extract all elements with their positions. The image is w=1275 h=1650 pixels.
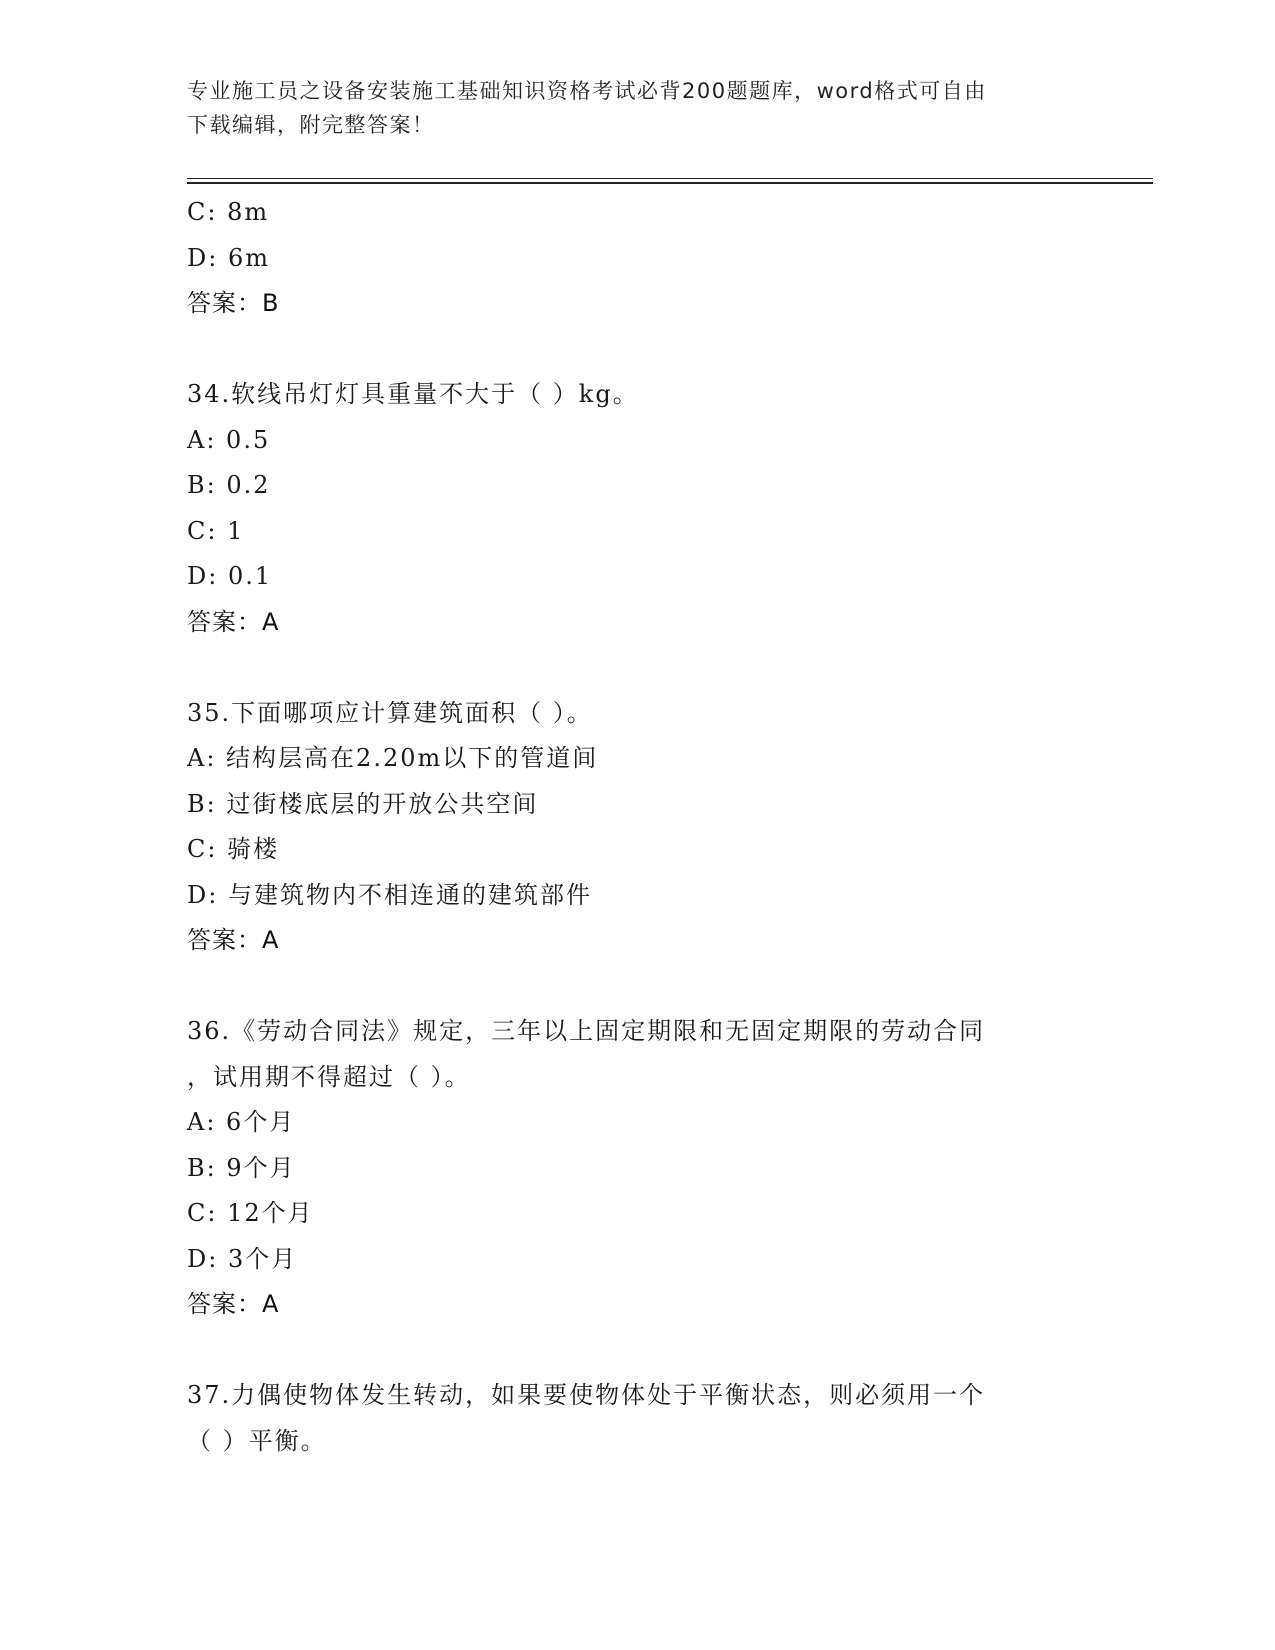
- answer-line: 答案：A: [187, 607, 280, 636]
- question-stem-line-2: （ ）平衡。: [187, 1426, 327, 1455]
- option-d: D: 6m: [187, 243, 270, 272]
- question-33-tail: [187, 190, 1087, 327]
- question-stem: 35.下面哪项应计算建筑面积（ ）。: [187, 698, 593, 727]
- document-header: [187, 74, 1067, 142]
- option-c: C: 1: [187, 516, 245, 545]
- question-34: [187, 372, 1087, 645]
- option-a: A: 0.5: [187, 425, 271, 454]
- option-c: C: 8m: [187, 198, 270, 226]
- header-title-line-2: 下载编辑，附完整答案！: [187, 113, 435, 137]
- option-b: B: 0.2: [187, 471, 271, 499]
- spacer: [187, 645, 1087, 691]
- header-divider-thick: [187, 182, 1153, 184]
- answer-line: 答案：A: [187, 1290, 280, 1318]
- option-b: B: 9个月: [187, 1153, 296, 1182]
- question-list: [187, 190, 1087, 1464]
- question-stem-line-1: 36.《劳动合同法》规定，三年以上固定期限和无固定期限的劳动合同: [187, 1017, 986, 1045]
- spacer: [187, 964, 1087, 1010]
- question-36: [187, 1009, 1087, 1328]
- option-c: C: 12个月: [187, 1199, 314, 1227]
- question-stem: 34.软线吊灯灯具重量不大于（ ）kg。: [187, 380, 639, 408]
- option-a: A: 结构层高在2.20m以下的管道间: [187, 744, 599, 772]
- answer-line: 答案：B: [187, 289, 280, 317]
- spacer: [187, 1328, 1087, 1374]
- option-d: D: 与建筑物内不相连通的建筑部件: [187, 880, 592, 909]
- answer-line: 答案：A: [187, 926, 280, 954]
- question-stem-line-1: 37.力偶使物体发生转动，如果要使物体处于平衡状态，则必须用一个: [187, 1381, 986, 1409]
- option-b: B: 过街楼底层的开放公共空间: [187, 789, 539, 818]
- header-title-line-1: 专业施工员之设备安装施工基础知识资格考试必背200题题库，word格式可自由: [187, 79, 987, 103]
- option-d: D: 3个月: [187, 1244, 298, 1273]
- question-stem-line-2: ，试用期不得超过（ ）。: [187, 1062, 471, 1091]
- question-37: [187, 1373, 1087, 1464]
- option-d: D: 0.1: [187, 562, 273, 590]
- option-a: A: 6个月: [187, 1108, 296, 1136]
- header-divider-thin: [187, 178, 1153, 179]
- question-35: [187, 691, 1087, 964]
- spacer: [187, 327, 1087, 373]
- option-c: C: 骑楼: [187, 835, 280, 863]
